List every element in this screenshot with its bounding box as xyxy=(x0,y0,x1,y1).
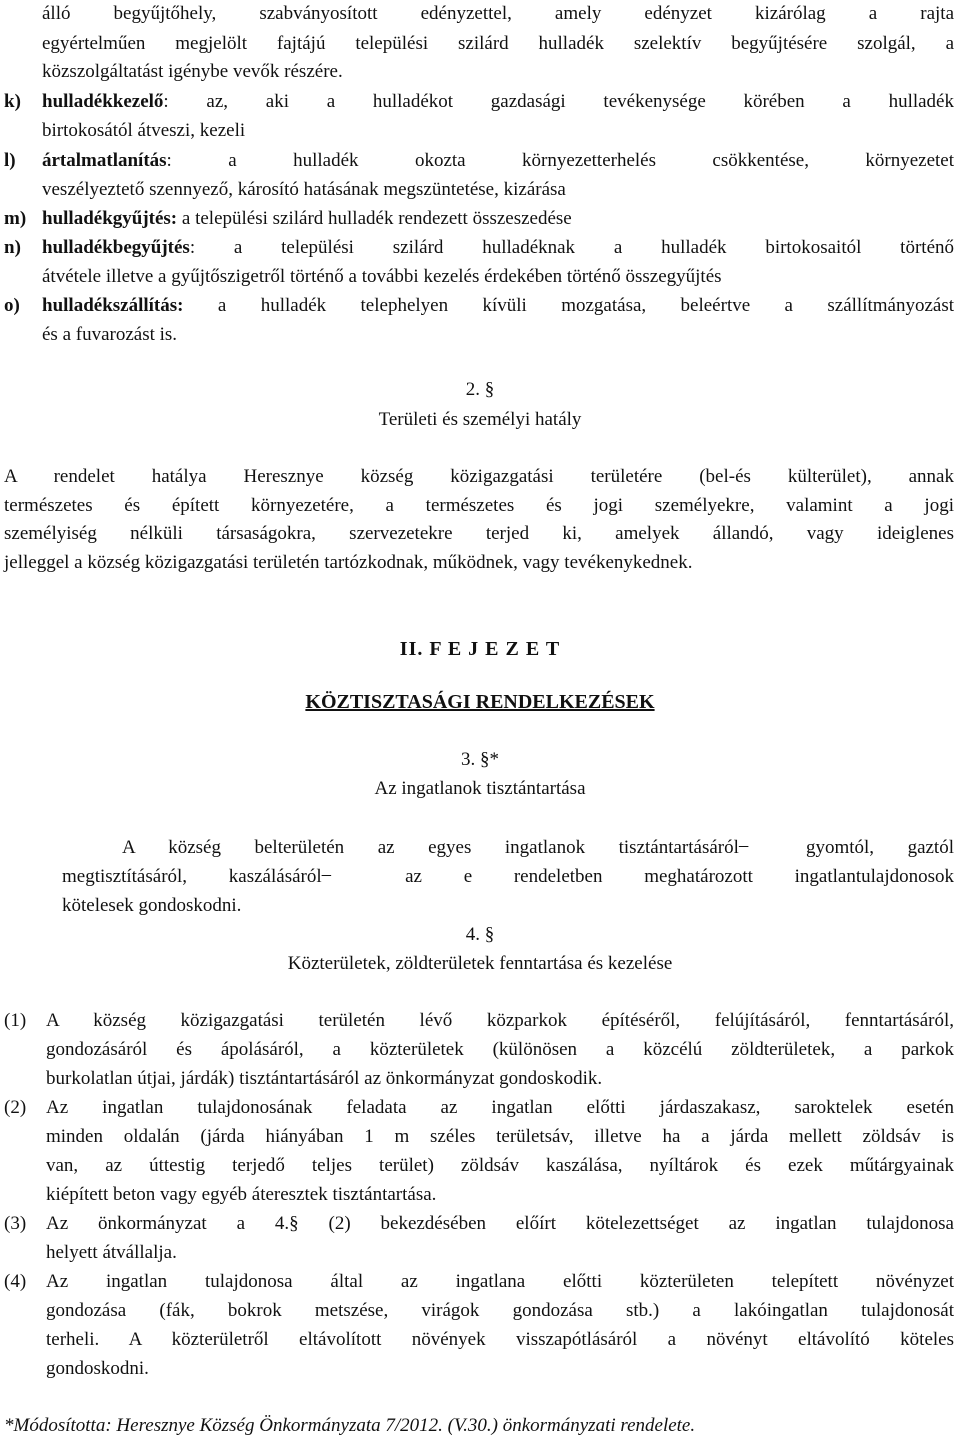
section-heading: 2. § xyxy=(465,379,495,400)
definition-m xyxy=(42,207,572,231)
section-title: Az ingatlanok tisztántartása xyxy=(374,778,586,799)
item-line: terheli. A közterületről eltávolított növények visszapótlásáról a növényt eltávolító köteles xyxy=(46,1329,954,1350)
definition-text: : az, aki a hulladékot gazdasági tevékenysége körében a hulladék xyxy=(163,91,954,112)
item-number: (3) xyxy=(4,1213,27,1234)
intro-line: egyértelműen megjelölt fajtájú települési szilárd hulladék szelektív begyűjtésére szolgál, a xyxy=(42,33,954,54)
definition-marker: k) xyxy=(4,91,21,112)
item-number: (4) xyxy=(4,1271,27,1292)
chapter-label: II. F E J E Z E T xyxy=(399,638,561,660)
item-line: gondozása (fák, bokrok metszése, virágok gondozása stb.) a lakóingatlan tulajdonosát xyxy=(46,1300,954,1321)
definition-marker: o) xyxy=(4,295,20,316)
definition-n xyxy=(42,236,954,260)
definition-k xyxy=(42,90,954,114)
intro-line: közszolgáltatást igénybe vevők részére. xyxy=(42,61,343,82)
section-title: Területi és személyi hatály xyxy=(378,409,582,430)
definition-text: : a hulladék okozta környezetterhelés csökkentése, környezetet xyxy=(166,150,954,171)
item-number: (2) xyxy=(4,1097,27,1118)
definition-term: ártalmatlanítás xyxy=(42,150,167,171)
intro-line: álló begyűjtőhely, szabványosított edényzettel, amely edényzet kizárólag a rajta xyxy=(42,3,954,24)
section-number: 3. §* xyxy=(461,749,499,770)
item-line: A község közigazgatási területén lévő közparkok építéséről, felújításáról, fenntartásáról, xyxy=(46,1010,954,1031)
paragraph-line: A község belterületén az egyes ingatlanok tisztántartásáról ̶ gyomtól, gaztól xyxy=(122,837,954,858)
paragraph-line: jelleggel a község közigazgatási területén tartózkodnak, működnek, vagy tevékenykednek. xyxy=(4,552,693,573)
item-line: Az ingatlan tulajdonosának feladata az ingatlan előtti járdaszakasz, saroktelek esetén xyxy=(46,1097,954,1118)
paragraph-line: személyiség nélküli társaságokra, szervezetekre terjed ki, amelyek állandó, vagy ideiglenes xyxy=(4,523,954,544)
paragraph-line: A rendelet hatálya Heresznye község közigazgatási területére (bel-és külterület), annak xyxy=(4,466,954,487)
definition-text-cont: veszélyeztető szennyező, károsító hatásának megszüntetése, kizárása xyxy=(42,179,566,200)
paragraph-line: kötelesek gondoskodni. xyxy=(62,895,242,916)
item-line: gondozásáról és ápolásáról, a közterületek (különösen a közcélú zöldterületek, a parkok xyxy=(46,1039,954,1060)
section-heading xyxy=(0,748,960,772)
definition-marker: n) xyxy=(4,237,21,258)
item-number: (1) xyxy=(4,1010,27,1031)
paragraph-line: természetes és épített környezetére, a természetes és jogi személyekre, valamint a jogi xyxy=(4,495,954,516)
item-line: van, az úttestig terjedő teljes terület) zöldsáv kaszálása, nyíltárok és ezek műtárgyainak xyxy=(46,1155,954,1176)
definition-text: : a települési szilárd hulladéknak a hulladék birtokosaitól történő xyxy=(189,237,954,258)
footnote: *Módosította: Heresznye Község Önkormányzata 7/2012. (V.30.) önkormányzati rendelete. xyxy=(4,1415,696,1436)
definition-text-cont: birtokosától átveszi, kezeli xyxy=(42,120,246,141)
definition-marker: l) xyxy=(4,150,16,171)
chapter-title: KÖZTISZTASÁGI RENDELKEZÉSEK xyxy=(305,691,655,713)
item-line: minden oldalán (járda hiányában 1 m széles területsáv, illetve ha a járda mellett zöldsáv is xyxy=(46,1126,954,1147)
item-line: kiépített beton vagy egyéb áteresztek tisztántartása. xyxy=(46,1184,437,1205)
definition-text-cont: átvétele illetve a gyűjtőszigetről történő a további kezelés érdekében történő összegyűjtés xyxy=(42,266,722,287)
definition-term: hulladékbegyűjtés xyxy=(42,237,190,258)
item-line: gondoskodni. xyxy=(46,1358,149,1379)
paragraph-line: megtisztításáról, kaszálásáról ̶ az e rendeletben meghatározott ingatlantulajdonosok xyxy=(62,866,954,887)
item-line: burkolatlan útjai, járdák) tisztántartásáról az önkormányzat gondoskodik. xyxy=(46,1068,603,1089)
definition-o xyxy=(42,294,954,318)
definition-text: a települési szilárd hulladék rendezett összeszedése xyxy=(177,208,572,229)
item-line: Az önkormányzat a 4.§ (2) bekezdésében előírt kötelezettséget az ingatlan tulajdonosa xyxy=(46,1213,954,1234)
definition-l xyxy=(42,149,954,173)
item-line: helyett átvállalja. xyxy=(46,1242,177,1263)
definition-term: hulladékkezelő xyxy=(42,91,164,112)
definition-text-cont: és a fuvarozást is. xyxy=(42,324,178,345)
section-heading: 4. § xyxy=(465,924,495,945)
definition-text: a hulladék telephelyen kívüli mozgatása, beleértve a szállítmányozást xyxy=(183,295,954,316)
definition-term: hulladékgyűjtés: xyxy=(42,208,178,229)
section-title: Közterületek, zöldterületek fenntartása és kezelése xyxy=(287,953,673,974)
definition-marker: m) xyxy=(4,208,27,229)
definition-term: hulladékszállítás: xyxy=(42,295,184,316)
item-line: Az ingatlan tulajdonosa által az ingatlana előtti közterületen telepített növényzet xyxy=(46,1271,954,1292)
